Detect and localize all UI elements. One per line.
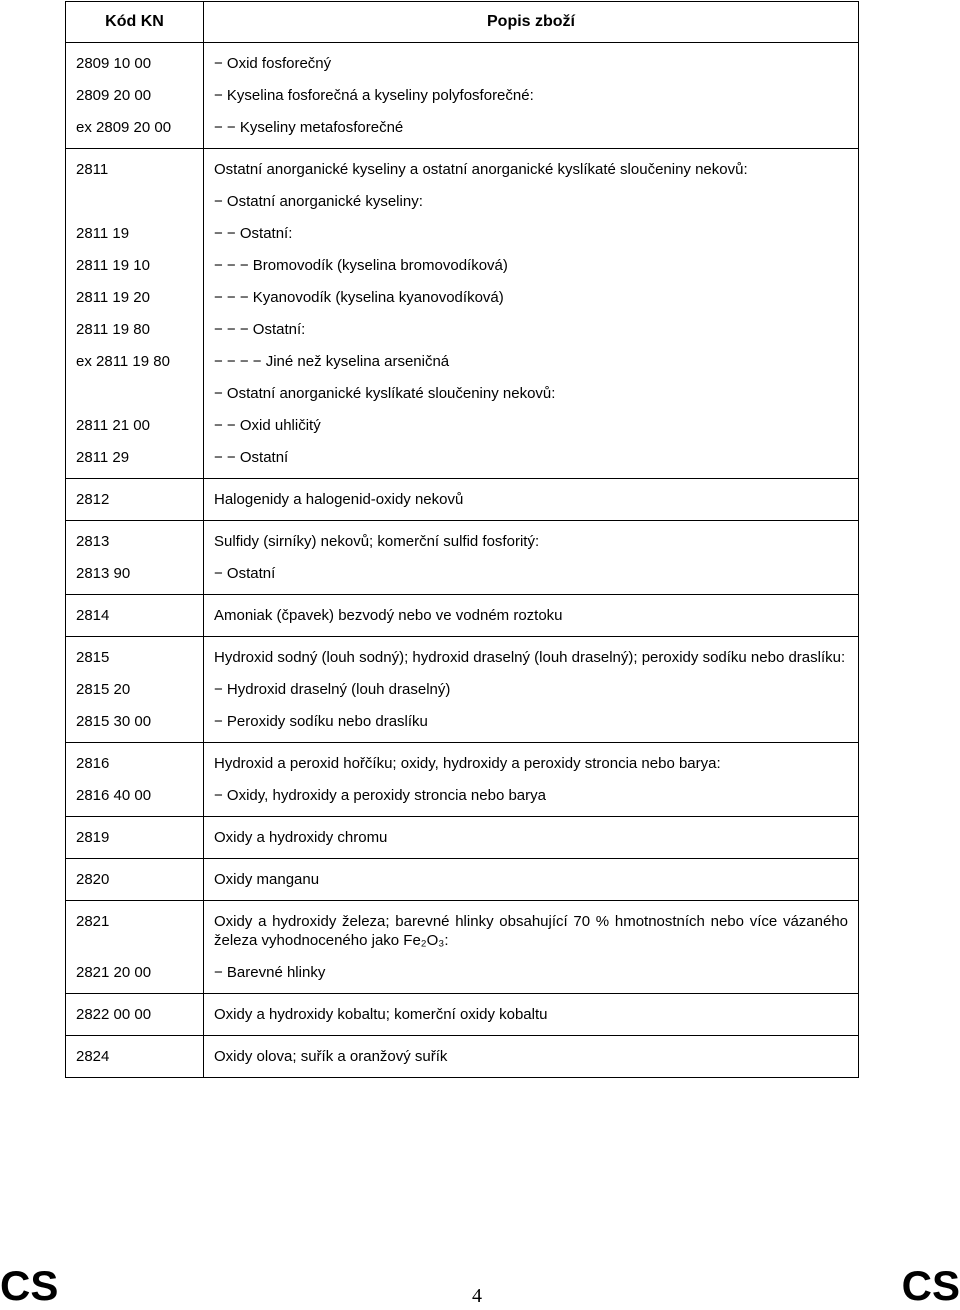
- cn-code-cell: 2811 21 00: [66, 405, 204, 437]
- description-cell: Oxidy manganu: [204, 859, 859, 901]
- table-row: [66, 994, 859, 1036]
- cn-code-cell: 2811 19 20: [66, 277, 204, 309]
- row-group: [66, 994, 859, 1036]
- footer-language-right: CS: [901, 1262, 960, 1309]
- table-row: [66, 373, 859, 405]
- table-row: [66, 309, 859, 341]
- description-cell: − − Ostatní:: [204, 213, 859, 245]
- cn-code-cell: 2811: [66, 149, 204, 182]
- cn-code-cell: [66, 373, 204, 405]
- table-row: [66, 107, 859, 149]
- description-cell: Halogenidy a halogenid-oxidy nekovů: [204, 479, 859, 521]
- table-row: [66, 521, 859, 554]
- cn-code-cell: ex 2811 19 80: [66, 341, 204, 373]
- description-cell: Hydroxid a peroxid hořčíku; oxidy, hydroxidy a peroxidy stroncia nebo barya:: [204, 743, 859, 776]
- description-cell: − Barevné hlinky: [204, 952, 859, 994]
- table-row: [66, 181, 859, 213]
- cn-code-cell: 2819: [66, 817, 204, 859]
- description-cell: − − Kyseliny metafosforečné: [204, 107, 859, 149]
- tariff-table-container: [65, 1, 858, 1078]
- cn-code-cell: 2814: [66, 595, 204, 637]
- table-header: [66, 2, 859, 43]
- page-number: 4: [472, 1285, 482, 1307]
- table-row: [66, 245, 859, 277]
- description-cell: − Oxid fosforečný: [204, 43, 859, 76]
- description-cell: Ostatní anorganické kyseliny a ostatní anorganické kyslíkaté sloučeniny nekovů:: [204, 149, 859, 182]
- description-cell: − Ostatní: [204, 553, 859, 595]
- table-row: [66, 213, 859, 245]
- row-group: [66, 637, 859, 743]
- description-cell: − Peroxidy sodíku nebo draslíku: [204, 701, 859, 743]
- cn-code-cell: 2811 29: [66, 437, 204, 479]
- table-row: [66, 669, 859, 701]
- cn-code-cell: 2811 19 80: [66, 309, 204, 341]
- row-group: [66, 1036, 859, 1078]
- description-cell: Oxidy a hydroxidy železa; barevné hlinky obsahující 70 % hmotnostních nebo více vázaného železa vyhodnoceného jako Fe₂O₃:: [204, 901, 859, 953]
- header-code: Kód KN: [66, 2, 204, 43]
- cn-code-cell: 2821: [66, 901, 204, 953]
- description-cell: − Kyselina fosforečná a kyseliny polyfosforečné:: [204, 75, 859, 107]
- description-cell: − − − Bromovodík (kyselina bromovodíková): [204, 245, 859, 277]
- table-row: [66, 75, 859, 107]
- description-cell: − Ostatní anorganické kyseliny:: [204, 181, 859, 213]
- table-row: [66, 743, 859, 776]
- cn-code-cell: 2809 10 00: [66, 43, 204, 76]
- description-cell: Hydroxid sodný (louh sodný); hydroxid draselný (louh draselný); peroxidy sodíku nebo draslíku:: [204, 637, 859, 670]
- table-row: [66, 437, 859, 479]
- table-row: [66, 405, 859, 437]
- cn-code-cell: [66, 181, 204, 213]
- cn-code-cell: 2821 20 00: [66, 952, 204, 994]
- description-cell: − − Oxid uhličitý: [204, 405, 859, 437]
- cn-code-cell: 2811 19: [66, 213, 204, 245]
- table-row: [66, 553, 859, 595]
- table-row: [66, 637, 859, 670]
- table-row: [66, 952, 859, 994]
- row-group: [66, 149, 859, 479]
- description-cell: − Oxidy, hydroxidy a peroxidy stroncia nebo barya: [204, 775, 859, 817]
- description-cell: − − − Ostatní:: [204, 309, 859, 341]
- cn-code-cell: 2811 19 10: [66, 245, 204, 277]
- row-group: [66, 859, 859, 901]
- row-group: [66, 595, 859, 637]
- cn-code-cell: 2824: [66, 1036, 204, 1078]
- description-cell: Oxidy a hydroxidy kobaltu; komerční oxidy kobaltu: [204, 994, 859, 1036]
- cn-code-cell: 2820: [66, 859, 204, 901]
- row-group: [66, 521, 859, 595]
- description-cell: Oxidy a hydroxidy chromu: [204, 817, 859, 859]
- cn-code-cell: 2812: [66, 479, 204, 521]
- row-group: [66, 901, 859, 994]
- table-row: [66, 701, 859, 743]
- cn-code-cell: 2813 90: [66, 553, 204, 595]
- row-group: [66, 43, 859, 149]
- description-cell: − Hydroxid draselný (louh draselný): [204, 669, 859, 701]
- footer-language-left: CS: [0, 1262, 59, 1309]
- description-cell: − − − − Jiné než kyselina arseničná: [204, 341, 859, 373]
- row-group: [66, 743, 859, 817]
- table-row: [66, 479, 859, 521]
- header-description: Popis zboží: [204, 2, 859, 43]
- description-cell: − − Ostatní: [204, 437, 859, 479]
- table-row: [66, 901, 859, 953]
- table-row: [66, 775, 859, 817]
- table-row: [66, 859, 859, 901]
- table-row: [66, 341, 859, 373]
- table-row: [66, 595, 859, 637]
- table-row: [66, 149, 859, 182]
- cn-code-cell: 2816 40 00: [66, 775, 204, 817]
- table-row: [66, 1036, 859, 1078]
- description-cell: Amoniak (čpavek) bezvodý nebo ve vodném roztoku: [204, 595, 859, 637]
- cn-code-cell: 2822 00 00: [66, 994, 204, 1036]
- cn-code-cell: 2809 20 00: [66, 75, 204, 107]
- table-row: [66, 817, 859, 859]
- cn-code-cell: 2815: [66, 637, 204, 670]
- table-row: [66, 43, 859, 76]
- tariff-table: [65, 1, 859, 1078]
- description-cell: Oxidy olova; suřík a oranžový suřík: [204, 1036, 859, 1078]
- row-group: [66, 479, 859, 521]
- cn-code-cell: ex 2809 20 00: [66, 107, 204, 149]
- description-cell: − − − Kyanovodík (kyselina kyanovodíková): [204, 277, 859, 309]
- row-group: [66, 817, 859, 859]
- description-cell: − Ostatní anorganické kyslíkaté sloučeniny nekovů:: [204, 373, 859, 405]
- description-cell: Sulfidy (sirníky) nekovů; komerční sulfid fosforitý:: [204, 521, 859, 554]
- cn-code-cell: 2815 30 00: [66, 701, 204, 743]
- table-row: [66, 277, 859, 309]
- cn-code-cell: 2813: [66, 521, 204, 554]
- cn-code-cell: 2816: [66, 743, 204, 776]
- cn-code-cell: 2815 20: [66, 669, 204, 701]
